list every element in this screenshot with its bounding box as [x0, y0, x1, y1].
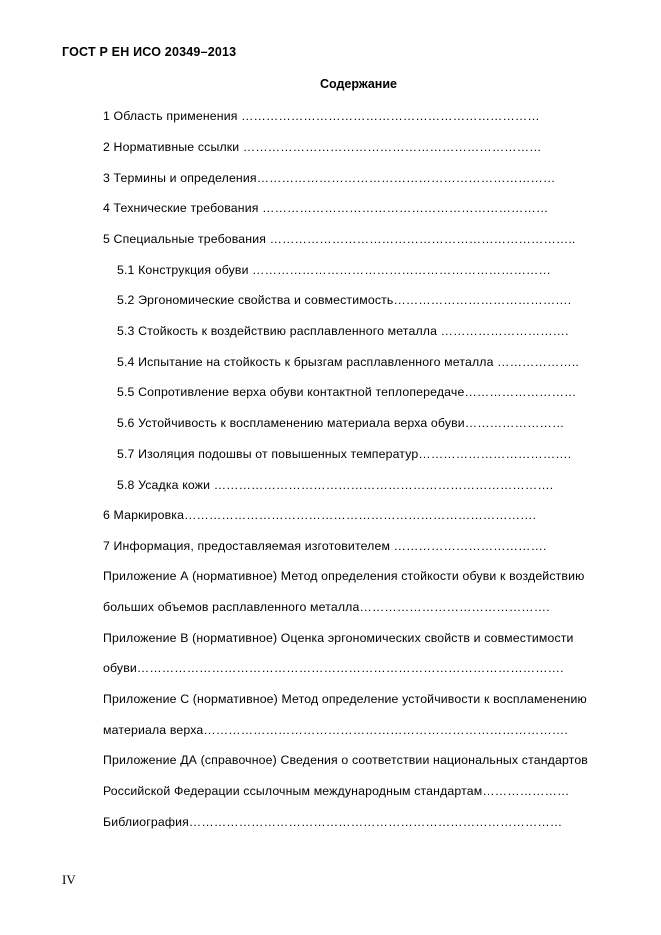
toc-entry-5-1: 5.1 Конструкция обуви ………………………………………………………………: [117, 263, 551, 277]
toc-entry-annex-da-line-1: Приложение ДА (справочное) Сведения о соответствии национальных стандартов: [103, 753, 588, 767]
toc-entry-6: 6 Маркировка………………………………………………………………………….: [103, 508, 537, 522]
toc-entry-2: 2 Нормативные ссылки ………………………………………………………………: [103, 140, 542, 154]
page-title: Содержание: [319, 77, 397, 91]
toc-entry-1: 1 Область применения ………………………………………………………………: [103, 109, 540, 123]
toc-entry-annex-c-line-2: материала верха…………………………………………………………………………….: [103, 723, 568, 737]
toc-entry-bibliography: Библиография………………………………………………………………………………: [103, 815, 563, 829]
toc-entry-5-7: 5.7 Изоляция подошвы от повышенных температур……………………………….: [117, 447, 572, 461]
toc-entry-5-2: 5.2 Эргономические свойства и совместимость…………………………………….: [117, 293, 572, 307]
page-number: IV: [62, 872, 76, 887]
toc-entry-annex-da-line-2: Российской Федерации ссылочным международным стандартам…………………: [103, 784, 570, 798]
toc-entry-annex-c-line-1: Приложение С (нормативное) Метод определение устойчивости к воспламенению: [103, 692, 587, 706]
toc-entry-4: 4 Технические требования ……………………………………………………………: [103, 201, 549, 215]
toc-entry-annex-b-line-1: Приложение В (нормативное) Оценка эргономических свойств и совместимости: [103, 631, 574, 645]
toc-entry-5: 5 Специальные требования ………………………………………………………………..: [103, 232, 576, 246]
toc-entry-7: 7 Информация, предоставляемая изготовителем ……………………………….: [103, 539, 547, 553]
toc-entry-3: 3 Термины и определения………………………………………………………………: [103, 171, 556, 185]
toc-entry-annex-a-line-1: Приложение А (нормативное) Метод определения стойкости обуви к воздействию: [103, 569, 585, 583]
document-header: ГОСТ Р ЕН ИСО 20349–2013: [62, 45, 237, 59]
toc-entry-5-3: 5.3 Стойкость к воздействию расплавленного металла ………………………….: [117, 324, 569, 338]
toc-entry-5-4: 5.4 Испытание на стойкость к брызгам расплавленного металла ………………..: [117, 355, 579, 369]
toc-entry-annex-a-line-2: больших объемов расплавленного металла……………………………………….: [103, 600, 550, 614]
toc-entry-5-8: 5.8 Усадка кожи ……………………………………………………………………….: [117, 478, 554, 492]
toc-entry-5-6: 5.6 Устойчивость к воспламенению материала верха обуви……………………: [117, 416, 565, 430]
toc-entry-annex-b-line-2: обуви………………………………………………………………………………………….: [103, 661, 564, 675]
toc-entry-5-5: 5.5 Сопротивление верха обуви контактной теплопередаче………………………: [117, 385, 577, 399]
